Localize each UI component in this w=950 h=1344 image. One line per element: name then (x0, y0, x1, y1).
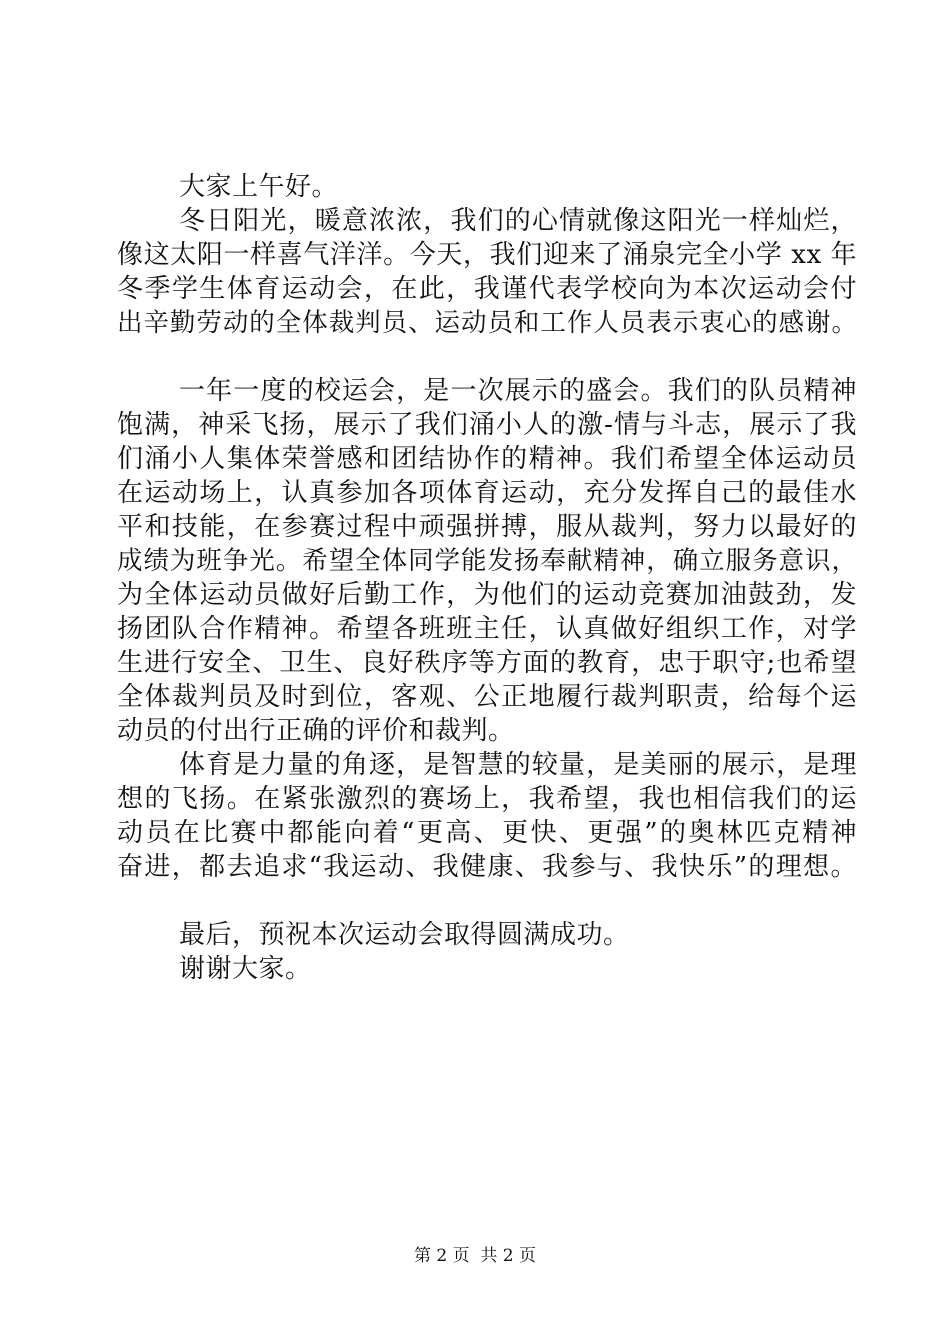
paragraph-2-line-2: 饱满，神采飞扬，展示了我们涌小人的激-情与斗志，展示了我 (117, 410, 857, 440)
paragraph-1-line-1: 冬日阳光，暖意浓浓，我们的心情就像这阳光一样灿烂， (179, 206, 857, 236)
paragraph-2-line-4: 在运动场上，认真参加各项体育运动，充分发挥自己的最佳水 (117, 478, 857, 508)
paragraph-3-line-2: 想的飞扬。在紧张激烈的赛场上，我希望，我也相信我们的运 (117, 784, 857, 814)
document-body (117, 170, 857, 986)
paragraph-2-line-7: 为全体运动员做好后勤工作，为他们的运动竞赛加油鼓劲，发 (117, 580, 857, 610)
paragraph-2-line-5: 平和技能，在参赛过程中顽强拼搏，服从裁判，努力以最好的 (117, 512, 857, 542)
paragraph-3-line-4: 奋进，都去追求“我运动、我健康、我参与、我快乐”的理想。 (117, 852, 857, 882)
paragraph-1-line-3: 冬季学生体育运动会，在此，我谨代表学校向为本次运动会付 (117, 274, 857, 304)
closing-line: 最后，预祝本次运动会取得圆满成功。 (179, 920, 630, 950)
thanks-line: 谢谢大家。 (179, 954, 312, 984)
greeting-line: 大家上午好。 (179, 172, 339, 202)
paragraph-gap (117, 884, 857, 918)
paragraph-1-line-4: 出辛勤劳动的全体裁判员、运动员和工作人员表示衷心的感谢。 (117, 308, 857, 338)
paragraph-gap (117, 340, 857, 374)
paragraph-1-line-2: 像这太阳一样喜气洋洋。今天，我们迎来了涌泉完全小学 xx 年 (117, 240, 857, 270)
paragraph-3-line-3: 动员在比赛中都能向着“更高、更快、更强”的奥林匹克精神 (117, 818, 857, 848)
paragraph-2-line-8: 扬团队合作精神。希望各班班主任，认真做好组织工作，对学 (117, 614, 857, 644)
paragraph-3-line-1: 体育是力量的角逐，是智慧的较量，是美丽的展示，是理 (179, 750, 857, 780)
paragraph-2-line-9: 生进行安全、卫生、良好秩序等方面的教育，忠于职守;也希望 (117, 648, 857, 678)
paragraph-2-line-6: 成绩为班争光。希望全体同学能发扬奉献精神，确立服务意识， (117, 546, 857, 576)
paragraph-2-line-10: 全体裁判员及时到位，客观、公正地履行裁判职责，给每个运 (117, 682, 857, 712)
page-number-footer: 第 2 页 共 2 页 (413, 1246, 537, 1266)
paragraph-2-line-1: 一年一度的校运会，是一次展示的盛会。我们的队员精神 (179, 376, 857, 406)
paragraph-2-line-3: 们涌小人集体荣誉感和团结协作的精神。我们希望全体运动员 (117, 444, 857, 474)
paragraph-2-line-11: 动员的付出行正确的评价和裁判。 (117, 716, 515, 746)
